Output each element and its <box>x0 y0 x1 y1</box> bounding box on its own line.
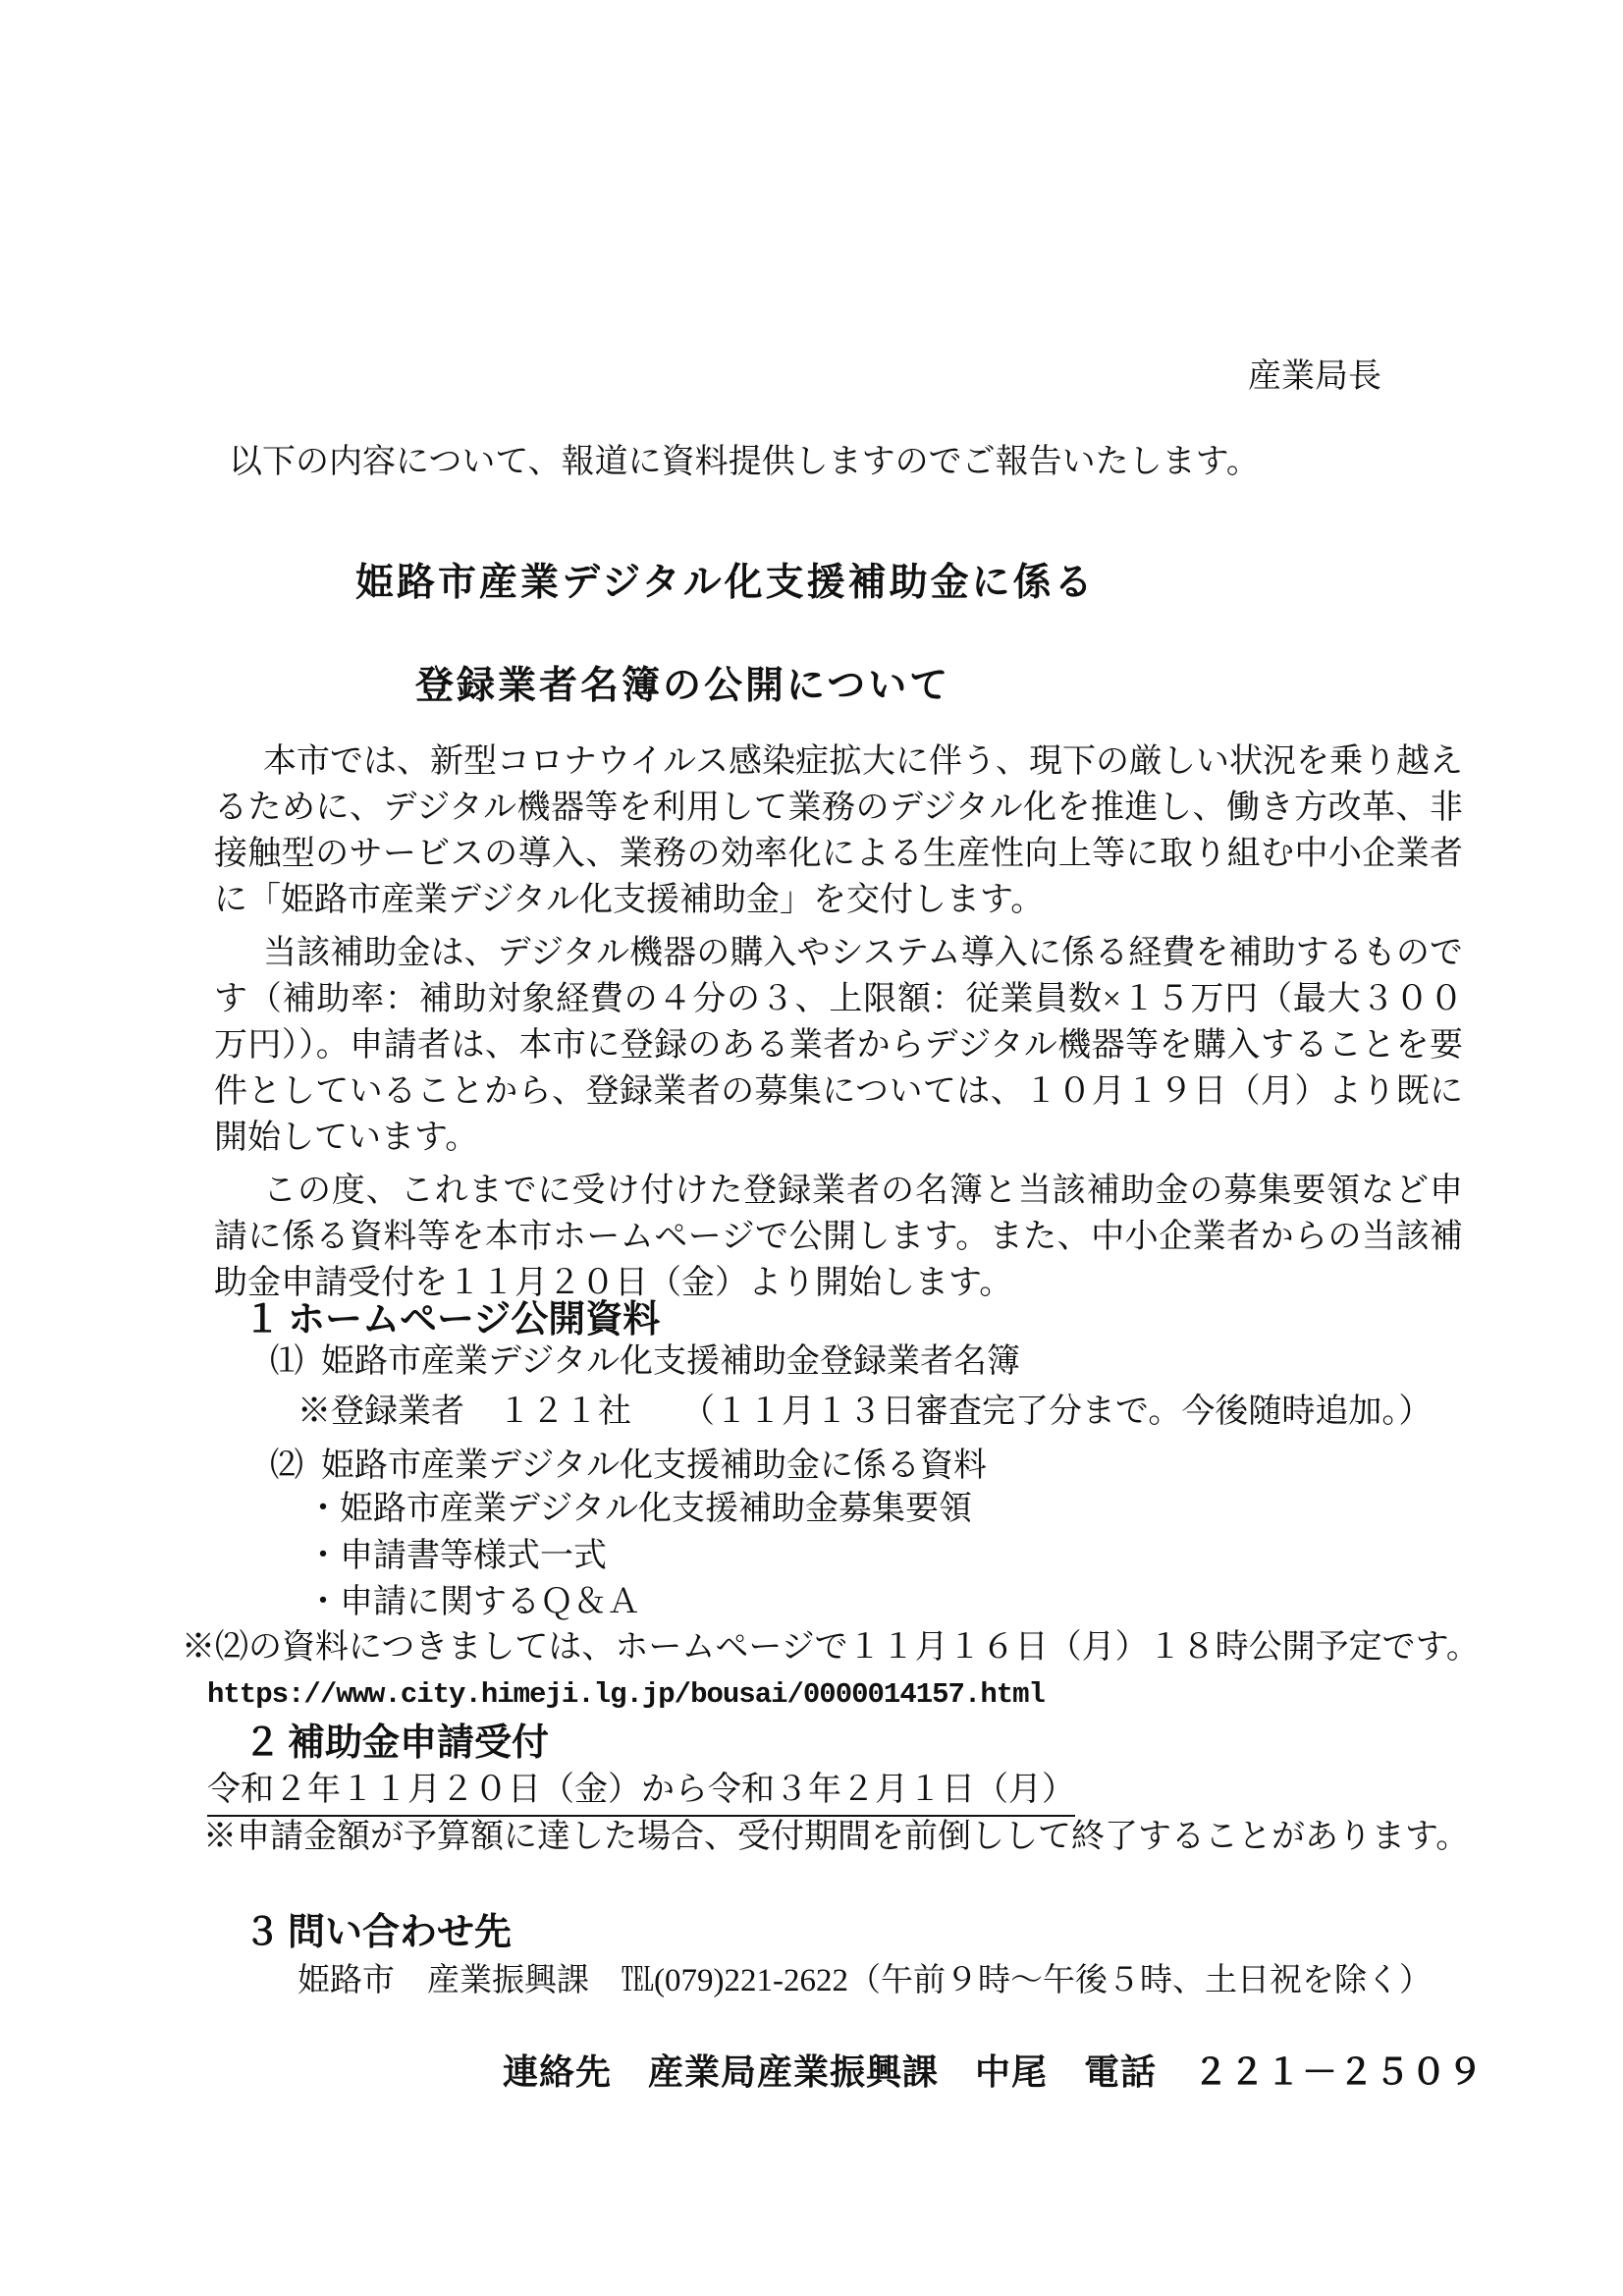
section-3-title: 問い合わせ先 <box>288 1912 513 1953</box>
addressee-label: 産業局長 <box>1248 358 1381 395</box>
body-text <box>214 738 1463 1306</box>
section-3-heading <box>243 1910 512 1955</box>
bullet-item-qa: ・申請に関するＱ＆Ａ <box>306 1584 640 1620</box>
section-2-heading <box>243 1721 549 1766</box>
section-2-title: 補助金申請受付 <box>288 1722 550 1764</box>
registered-vendors-note: ※登録業者 １２１社 （１１月１３日審査完了分まで。今後随時追加。） <box>298 1394 1433 1430</box>
section-3-number: ３ <box>243 1912 282 1953</box>
contact-info: 姫路市 産業振興課 ℡(079)221-2622（午前９時～午後５時、土日祝を除く） <box>298 1963 1432 1998</box>
body-paragraph-2: 当該補助金は、デジタル機器の購入やシステム導入に係る経費を補助するものです（補助率：補助対象経費の４分の３、上限額：従業員数×１５万円（最大３００万円））。申請者は、本市に登録のある業者からデジタル機器等を購入することを要件としていることから、登録業者の募集については、１０月１９日（月）より既に開始しています。 <box>214 935 1463 1156</box>
publication-url: https://www.city.himeji.lg.jp/bousai/0000014157.html <box>207 1678 1045 1711</box>
list-item-2-marker: ⑵ <box>270 1448 303 1484</box>
list-item-2-text: 姫路市産業デジタル化支援補助金に係る資料 <box>321 1448 987 1484</box>
list-item-2 <box>270 1445 987 1488</box>
section-1-heading <box>243 1297 660 1342</box>
doc-title-line2: 登録業者名簿の公開について <box>415 665 951 707</box>
publication-schedule-note: ※⑵の資料につきましては、ホームページで１１月１６日（月）１８時公開予定です。 <box>182 1629 1480 1666</box>
section-1-number: １ <box>243 1299 282 1340</box>
application-period-text: 令和２年１１月２０日（金）から令和３年２月１日（月） <box>207 1769 1075 1817</box>
section-1-title: ホームページ公開資料 <box>288 1299 661 1340</box>
body-paragraph-3: この度、これまでに受け付けた登録業者の名簿と当該補助金の募集要領など申請に係る資料等を本市ホームページで公開します。また、中小企業者からの当該補助金申請受付を１１月２０日（金）より開始します。 <box>214 1173 1463 1301</box>
intro-text: 以下の内容について、報道に資料提供しますのでご報告いたします。 <box>229 444 1260 480</box>
section-2-number: ２ <box>243 1722 282 1764</box>
body-paragraph-1: 本市では、新型コロナウイルス感染症拡大に伴う、現下の厳しい状況を乗り越えるために、デジタル機器等を利用して業務のデジタル化を推進し、働き方改革、非接触型のサービスの導入、業務の効率化による生産性向上等に取り組む中小企業者に「姫路市産業デジタル化支援補助金」を交付します。 <box>214 743 1463 918</box>
list-item-1-marker: ⑴ <box>270 1343 303 1380</box>
bullet-item-forms: ・申請書等様式一式 <box>306 1538 607 1574</box>
bullet-item-guidelines: ・姫路市産業デジタル化支援補助金募集要領 <box>306 1491 972 1527</box>
budget-limit-note: ※申請金額が予算額に達した場合、受付期間を前倒しして終了することがあります。 <box>203 1819 1470 1855</box>
application-period <box>207 1769 1075 1817</box>
doc-title-line1: 姫路市産業デジタル化支援補助金に係る <box>355 562 1096 604</box>
list-item-1-text: 姫路市産業デジタル化支援補助金登録業者名簿 <box>321 1343 1020 1380</box>
footer-contact-line: 連絡先 産業局産業振興課 中尾 電話 ２２１－２５０９ <box>503 2051 1485 2092</box>
list-item-1 <box>270 1340 1020 1384</box>
